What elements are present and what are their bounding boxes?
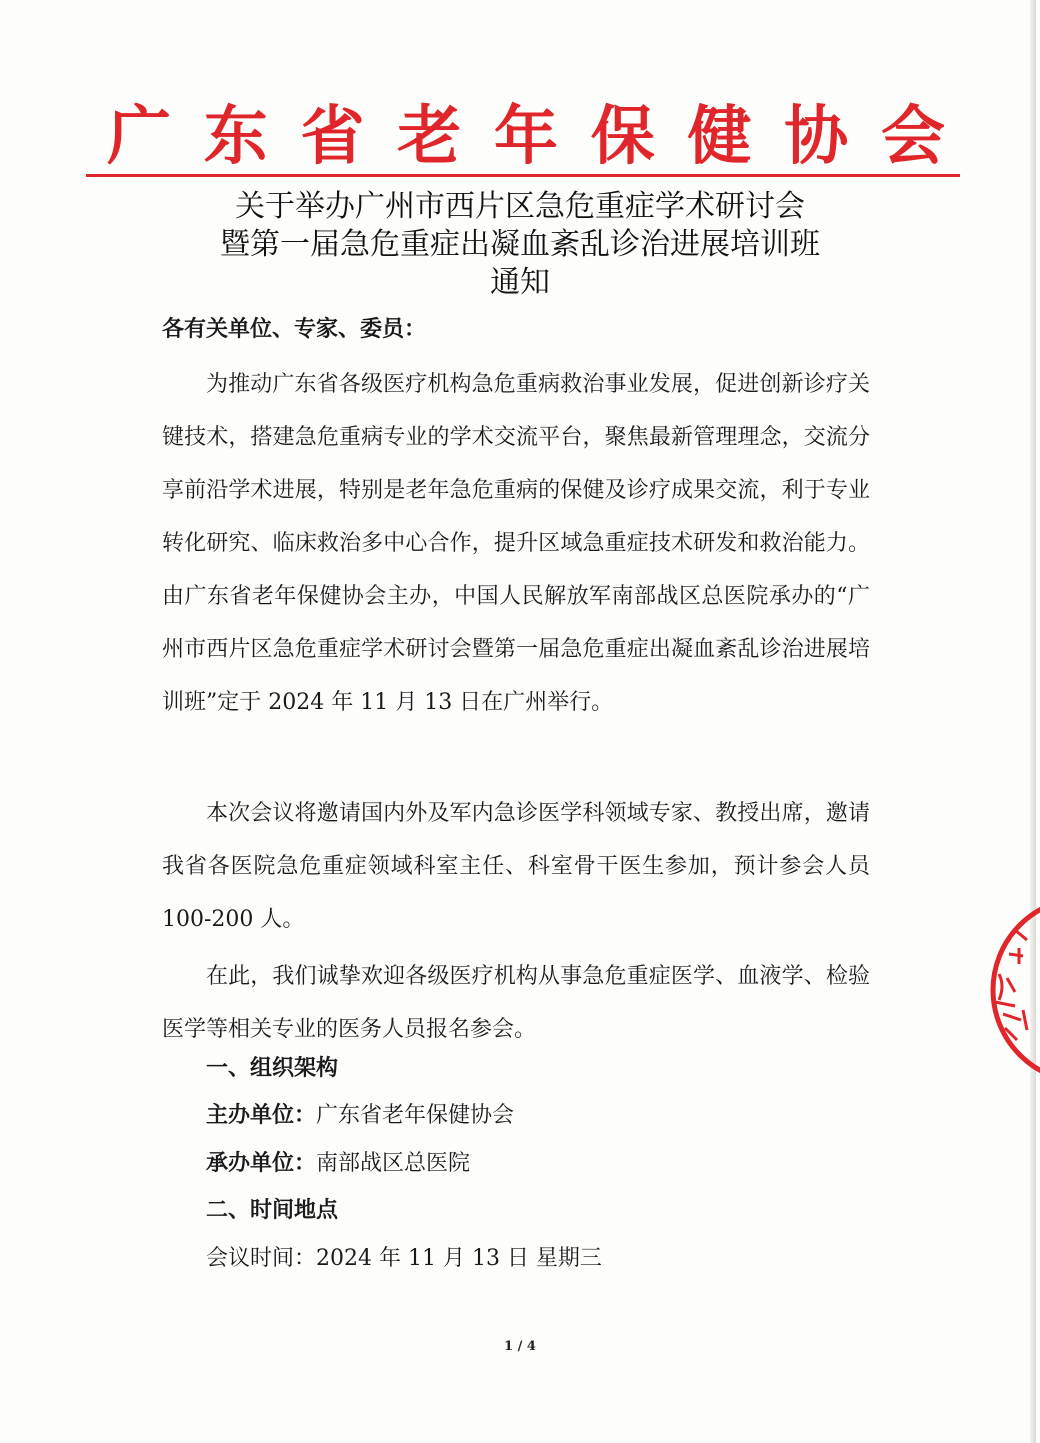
- paragraph-invitees: 本次会议将邀请国内外及军内急诊医学科领域专家、教授出席，邀请我省各医院急危重症领域科室主任、科室骨干医生参加，预计参会人员 100-200 人。: [162, 801, 870, 932]
- letterhead-char: 老: [397, 100, 462, 174]
- letterhead-char: 广: [107, 100, 171, 174]
- organizer-unit-label: 承办单位：: [206, 1151, 317, 1176]
- notice-title-line-3: 通知: [490, 265, 550, 300]
- seal-ring: [993, 898, 1040, 1082]
- letterhead-char: 年: [494, 100, 558, 174]
- letterhead-char: 健: [687, 100, 752, 174]
- salutation: 各有关单位、专家、委员：: [162, 317, 427, 342]
- page-number: 1 / 4: [504, 1339, 536, 1354]
- section-heading-organization: 一、组织架构: [206, 1056, 339, 1081]
- section-heading-time-place: 二、时间地点: [206, 1198, 339, 1223]
- host-unit-value: 广东省老年保健协会: [316, 1103, 515, 1128]
- paragraph-welcome: 在此，我们诚挚欢迎各级医疗机构从事急危重症医学、血液学、检验医学等相关专业的医务人员报名参会。: [162, 964, 870, 1042]
- letterhead-title: [96, 96, 956, 178]
- notice-title-line-1: 关于举办广州市西片区急危重症学术研讨会: [235, 189, 805, 224]
- letterhead-red-rule: [86, 174, 960, 177]
- letterhead-char: 会: [881, 100, 945, 174]
- organizer-unit-value: 南部战区总医院: [316, 1151, 471, 1176]
- letterhead-char: 保: [590, 100, 655, 174]
- host-unit-label: 主办单位：: [206, 1103, 317, 1128]
- notice-title-line-2: 暨第一届急危重症出凝血紊乱诊治进展培训班: [220, 227, 820, 262]
- paragraph-purpose: 为推动广东省各级医疗机构急危重病救治事业发展，促进创新诊疗关键技术，搭建急危重病专业的学术交流平台，聚焦最新管理理念，交流分享前沿学术进展，特别是老年急危重病的保健及诊疗成果交流，利于专业转化研究、临床救治多中心合作，提升区域急重症技术研发和救治能力。由广东省老年保健协会主办，中国人民解放军南部战区总医院承办的“广州市西片区急危重症学术研讨会暨第一届急危重症出凝血紊乱诊治进展培训班”定于 2024 年 11 月 13 日在广州举行。: [162, 372, 870, 715]
- official-seal-stamp: [975, 890, 1040, 1090]
- letterhead-char: 协: [784, 100, 849, 174]
- organizer-unit-row: [206, 1149, 470, 1179]
- letterhead-char: 东: [203, 100, 268, 174]
- page-edge-shadow: [1030, 0, 1036, 1443]
- host-unit-row: [206, 1101, 514, 1131]
- seal-glyph-mark: [995, 974, 1015, 1006]
- letterhead-char: 省: [300, 100, 365, 174]
- meeting-time: 会议时间：2024 年 11 月 13 日 星期三: [206, 1246, 602, 1271]
